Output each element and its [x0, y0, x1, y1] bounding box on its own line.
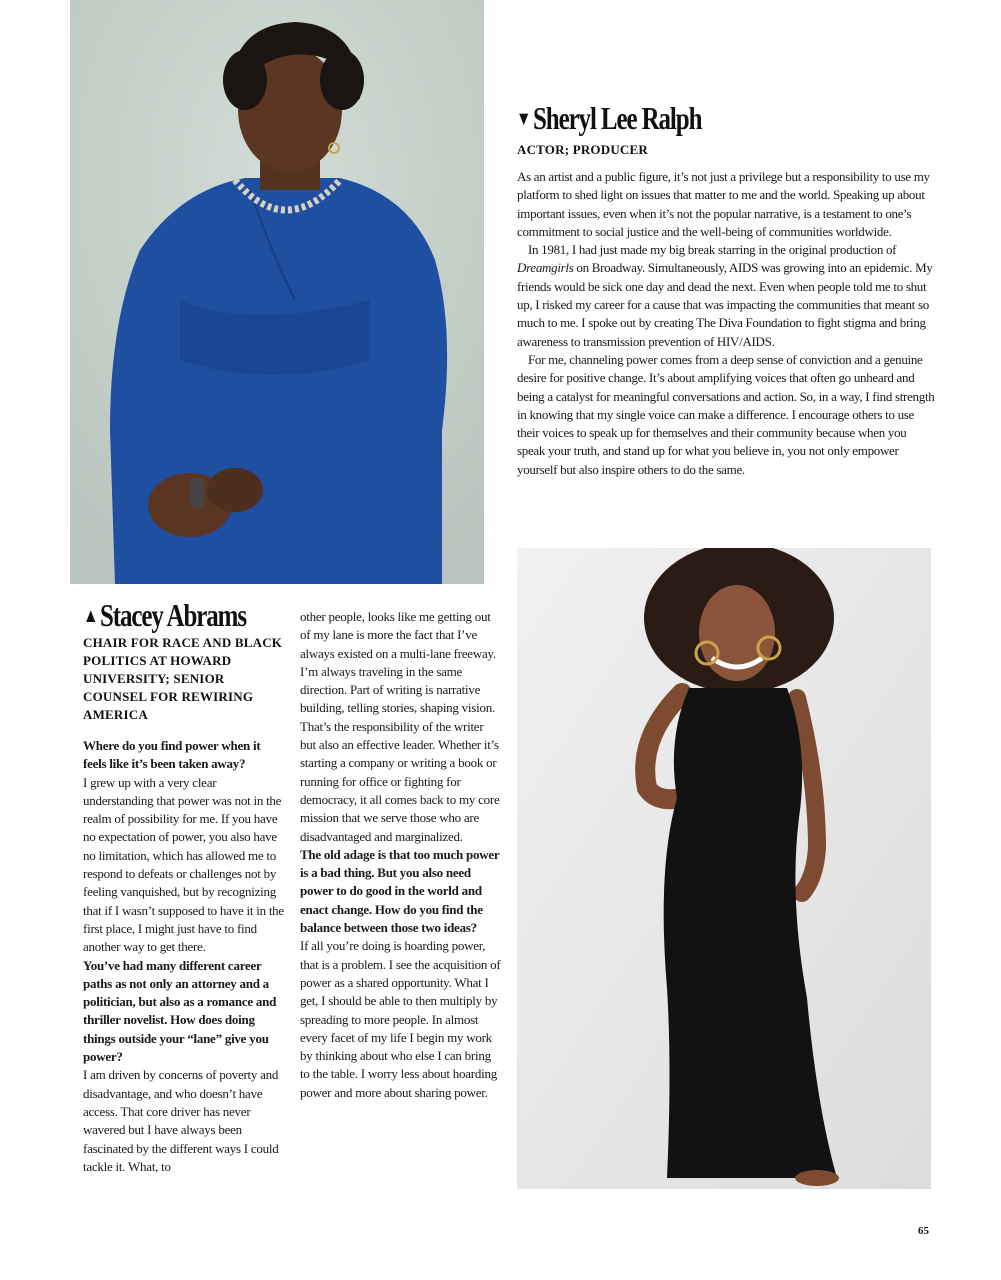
stacey-role: CHAIR FOR RACE AND BLACK POLITICS AT HOWARD UNIVERSITY; SENIOR COUNSEL FOR REWIRING AMERICA: [83, 635, 283, 722]
sheryl-p2-text-a: In 1981, I had just made my big break starring in the original production of: [528, 242, 897, 258]
sheryl-name: Sheryl Lee Ralph: [533, 100, 702, 136]
triangle-up-icon: ▲: [83, 605, 99, 627]
stacey-abrams-photo: [70, 0, 484, 584]
sheryl-role: ACTOR; PRODUCER: [517, 142, 648, 157]
sheryl-name-heading: [516, 100, 701, 137]
answer-2-part-1: I am driven by concerns of poverty and disadvantage, and who doesn’t have access. That core driver has never wavered but I have always been fascinated by the different ways I could tackle it. What, to: [83, 1067, 279, 1174]
sheryl-portrait-illustration: [517, 548, 931, 1189]
page-number: 65: [918, 1225, 929, 1237]
sheryl-article-body: [517, 168, 935, 479]
question-3: The old adage is that too much power is a bad thing. But you also need power to do good in the world and enact change. How do you find the balance between those two ideas?: [300, 846, 500, 936]
triangle-down-icon: ▼: [516, 108, 532, 130]
sheryl-paragraph-3: For me, channeling power comes from a deep sense of conviction and a genuine desire for positive change. It’s about amplifying voices that often go unheard and being a catalyst for meaningful conversations and action. So, in a way, I find strength in knowing that my single voice can make a difference. I encourage others to use their voices to speak up for themselves and their community because when you speak your truth, and stand up for what you believe in, you not only empower yourself but also inspire others to do the same.: [517, 351, 935, 477]
stacey-name-heading: [83, 597, 246, 634]
answer-3: If all you’re doing is hoarding power, that is a problem. I see the acquisition of power as a shared opportunity. What I get, I should be able to then multiply by spreading to more people. In almost every facet of my life I begin my work by thinking about who else I can bring to the table. I worry less about hoarding power and more about sharing power.: [300, 938, 501, 1100]
stacey-portrait-illustration: [70, 0, 484, 584]
sheryl-paragraph-2: [517, 241, 935, 351]
stacey-name: Stacey Abrams: [100, 597, 246, 633]
stacey-interview-column-1: [83, 737, 285, 1176]
dreamgirls-title: Dreamgirls: [517, 260, 574, 276]
sheryl-lee-ralph-photo: [517, 548, 931, 1189]
stacey-interview-column-2: [300, 608, 502, 1102]
sheryl-p2-text-b: on Broadway. Simultaneously, AIDS was growing into an epidemic. My friends would be sick one day and dead the next. Even when people told me to shut up, I risked my career for a cause that was impacting the communities that meant so much to me. I spoke out by creating The Diva Foundation to fight stigma and bring awareness to transmission prevention of HIV/AIDS.: [517, 260, 933, 349]
question-2: You’ve had many different career paths as not only an attorney and a politician, but also as a romance and thriller novelist. How does doing things outside your “lane” give you power?: [83, 957, 277, 1065]
answer-2-part-2: other people, looks like me getting out of my lane is more the fact that I’ve always existed on a multi-lane freeway. I’m always traveling in the same direction. Part of writing is narrative building, telling stories, shaping vision. That’s the responsibility of the writer but also an effective leader. Whether it’s starting a company or writing a book or running for office or fighting for democracy, it all comes back to my core mission that we serve those who are disadvantaged and marginalized.: [300, 609, 500, 844]
question-1: Where do you find power when it feels like it’s been taken away?: [83, 738, 261, 772]
sheryl-paragraph-1: As an artist and a public figure, it’s not just a privilege but a responsibility to use my platform to shed light on issues that matter to me and the world. Speaking up about important issues, even when it’s not the popular narrative, is a testament to one’s commitment to social justice and the well-being of communities worldwide.: [517, 169, 930, 239]
answer-1: I grew up with a very clear understanding that power was not in the realm of possibility for me. If you have no expectation of power, you also have no limitation, which has allowed me to respond to defeats or challenges not by feeling vanquished, but by recognizing that if I wasn’t supposed to have it in the first place, I might just have to find another way to get there.: [83, 774, 284, 955]
